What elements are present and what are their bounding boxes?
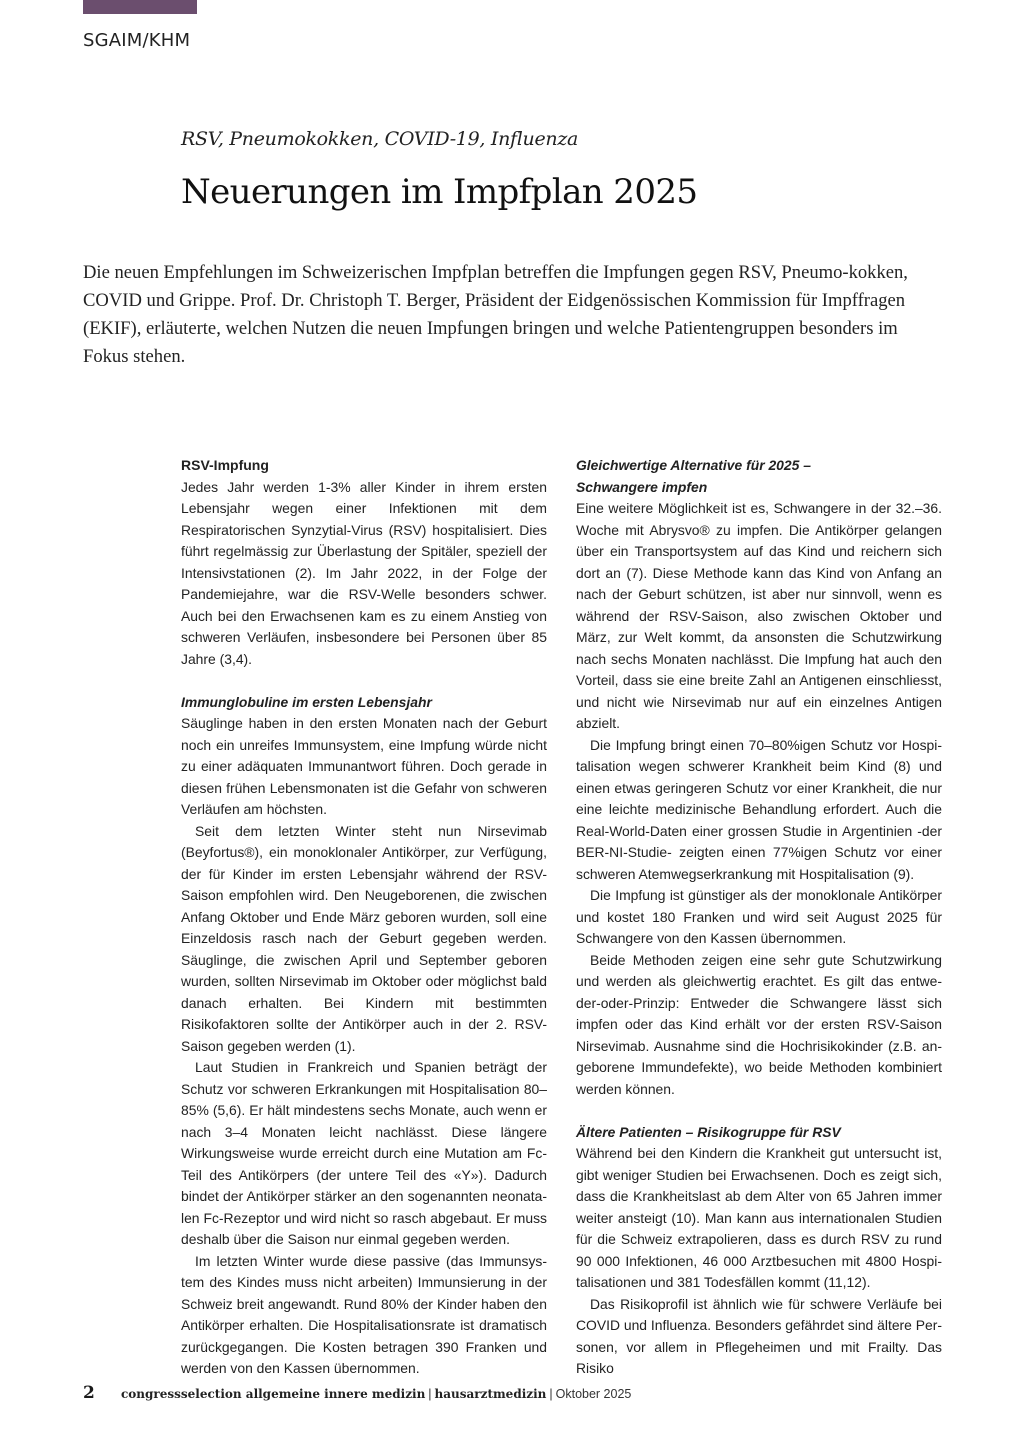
paragraph: Jedes Jahr werden 1-3% aller Kinder in ihrem ersten Lebensjahr wegen einer Infektionen mit dem Respiratorischen Synzytial-Virus (RSV) hospitalisiert. Dies führt regelmässig zur Überlastung der Spitäler, speziell der Intensivstationen (2). Im Jahr 2022, in der Folge der Pandemiejahre, war die RSV-Welle besonders schwer. Auch bei den Erwachsenen kam es zu einem Anstieg von schweren Verläufen, insbesondere bei Personen über 85 Jahre (3,4). xyxy=(181,478,547,667)
left-column xyxy=(181,455,547,1380)
publication-subtitle: hausarztmedizin xyxy=(434,1387,547,1401)
page-number: 2 xyxy=(83,1383,95,1403)
paragraph: Seit dem letzten Winter steht nun Nirsevimab (Beyfortus®), ein monoklonaler Antikörper, zur Verfügung, der für Kinder im ersten Lebensjahr während der RSV-Saison empfohlen wird. Den Neugeborenen, die zwischen Anfang Oktober und Ende März geboren wurden, soll eine Einzeldosis rasch nach der Geburt gegeben werden. Säuglinge, die zwischen April und September geboren wurden, sollten Nirsevimab im Oktober oder möglichst bald danach erhalten. Bei Kindern mit bestimmten Risikofaktoren sollte der Antikörper auch in der 2. RSV-Saison gegeben werden (1). xyxy=(181,822,547,1054)
footer-separator: | xyxy=(549,1387,553,1401)
section-label: SGAIM/KHM xyxy=(83,30,191,51)
heading-aeltere-patienten: Ältere Patienten – Risikogruppe für RSV xyxy=(576,1123,841,1140)
paragraph: Die Impfung ist günstiger als der monoklonale Antikörper und kostet 180 Franken und wird seit August 2025 für Schwangere von den Kassen übernommen. xyxy=(576,887,942,946)
paragraph: Während bei den Kindern die Krankheit gut untersucht ist, gibt weniger Studien bei Erwachsenen. Doch es zeigt sich, dass die Krankheitslast ab dem Alter von 65 Jahren immer weiter ansteigt (10). Man kann aus internationalen Studien für die Schweiz extrapolieren, dass es durch RSV zu rund 90 000 Infektionen, 46 000 Arztbesuchen mit 4800 Hospi-talisationen und 381 Todesfällen kommt (11,12). xyxy=(576,1145,942,1290)
article-lead: Die neuen Empfehlungen im Schweizerischen Impfplan betreffen die Impfungen gegen RSV, Pneumo-kokken, COVID und Grippe. Prof. Dr. Christoph T. Berger, Präsident der Eidgenössischen Kommission für Impffragen (EKIF), erläuterte, welchen Nutzen die neuen Impfungen bringen und welche Patientengruppen besonders im Fokus stehen. xyxy=(83,262,908,367)
article-kicker: RSV, Pneumokokken, COVID-19, Influenza xyxy=(181,128,579,150)
paragraph: Das Risikoprofil ist ähnlich wie für schwere Verläufe bei COVID und Influenza. Besonders gefährdet sind ältere Per-sonen, vor allem in Pflegeheimen und mit Frailty. Das Risiko xyxy=(576,1295,942,1376)
heading-alternative-line2: Schwangere impfen xyxy=(576,478,708,495)
paragraph: Laut Studien in Frankreich und Spanien beträgt der Schutz vor schweren Erkrankungen mit Hospitalisation 80–85% (5,6). Er hält mindestens sechs Monate, auch wenn er nach 3–4 Monaten leicht nachlässt. Diese längere Wirkungsweise wurde erreicht durch eine Mutation am Fc-Teil des Antikörpers (der untere Teil des «Y»). Dadurch bindet der Antikörper stärker an den sogenannten neonata-len Fc-Rezeptor und wird nicht so rasch abgebaut. Er muss deshalb über die Saison nur einmal gegeben werden. xyxy=(181,1059,547,1247)
heading-rsv-impfung: RSV-Impfung xyxy=(181,457,269,473)
heading-immunglobuline: Immunglobuline im ersten Lebensjahr xyxy=(181,693,432,710)
accent-bar xyxy=(83,0,197,14)
footer-separator: | xyxy=(428,1387,432,1401)
issue-date: Oktober 2025 xyxy=(555,1387,632,1401)
heading-alternative-line1: Gleichwertige Alternative für 2025 – xyxy=(576,457,811,473)
paragraph: Eine weitere Möglichkeit ist es, Schwangere in der 32.–36. Woche mit Abrysvo® zu impfen. Die Antikörper gelangen über ein Transportsystem auf das Kind und reichern sich dort an (7). Diese Methode kann das Kind von Anfang an nach der Geburt schützen, ist aber nur sinnvoll, wenn es während der RSV-Saison, also zwischen Oktober und März, zur Welt kommt, da ansonsten die Schutzwirkung nach sechs Monaten nachlässt. Die Impfung hat auch den Vorteil, dass sie eine breite Zahl an Antigenen einschliesst, und nicht wie Nirsevimab nur auf ein einzelnes Antigen abzielt. xyxy=(576,500,942,731)
page-footer xyxy=(83,1383,631,1403)
paragraph: Die Impfung bringt einen 70–80%igen Schutz vor Hospi-talisation wegen schwerer Krankheit beim Kind (8) und einen etwas geringeren Schutz vor einer Krankheit, die nur eine leichte medizinische Behandlung erfordert. Auch die Real-World-Daten einer grossen Studie in Argentinien -der BER-NI-Studie- zeigten einen 77%igen Schutz vor einer schweren Atemwegserkrankung mit Hospitalisation (9). xyxy=(576,736,942,882)
publication-name: congressselection allgemeine innere medizin xyxy=(121,1387,426,1401)
paragraph: Beide Methoden zeigen eine sehr gute Schutzwirkung und werden als gleichwertig erachtet. Es gilt das entwe-der-oder-Prinzip: Entweder die Schwangere lässt sich impfen oder das Kind erhält vor der ersten RSV-Saison Nirsevimab. Ausnahme sind die Hochrisikokinder (z.B. an-geborene Immundefekte), wo beide Methoden kombiniert werden können. xyxy=(576,951,942,1097)
paragraph: Säuglinge haben in den ersten Monaten nach der Geburt noch ein unreifes Immunsystem, eine Impfung würde nicht zu einer adäquaten Immunantwort führen. Doch gerade in diesen frühen Lebensmonaten ist die Gefahr von schweren Verläufen am höchsten. xyxy=(181,715,547,817)
article-title: Neuerungen im Impfplan 2025 xyxy=(181,172,698,212)
paragraph: Im letzten Winter wurde diese passive (das Immunsys-tem des Kindes muss nicht arbeiten) Immunsierung in der Schweiz breit angewandt. Rund 80% der Kinder haben den Antikörper erhalten. Die Hospitalisationsrate ist dramatisch zurückgegangen. Die Kosten betragen 390 Franken und werden von den Kassen übernommen. xyxy=(181,1252,547,1376)
right-column xyxy=(576,455,942,1380)
